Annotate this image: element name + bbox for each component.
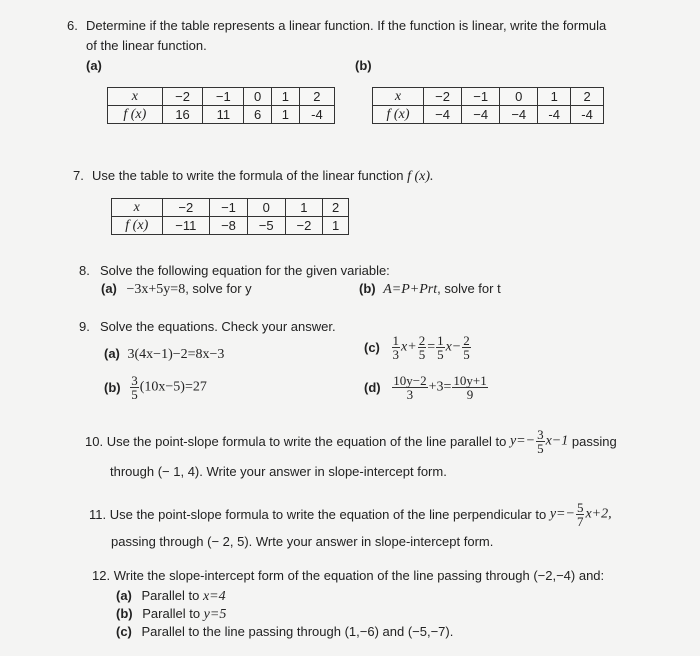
- frac-numerator: 2: [418, 333, 426, 348]
- frac-numerator: 5: [576, 500, 584, 515]
- q9-b-fraction: [130, 374, 139, 401]
- table-cell: x: [108, 88, 163, 106]
- frac-numerator: 3: [131, 373, 138, 388]
- q9-part-c: [364, 334, 472, 361]
- q8-b-equation: A=P+Prt: [383, 282, 438, 297]
- table-cell: 2: [299, 88, 334, 106]
- table-cell: 16: [162, 106, 203, 124]
- frac-denominator: 3: [392, 347, 400, 362]
- q11-line1: [89, 501, 612, 528]
- table-cell: −5: [247, 217, 285, 235]
- table-cell: 1: [272, 106, 300, 124]
- q8-number: 8.: [79, 263, 90, 278]
- frac-denominator: 5: [131, 387, 138, 402]
- q8-text: Solve the following equation for the given variable:: [100, 263, 390, 278]
- q12-part-b: [116, 606, 226, 623]
- q8-a-label: (a): [101, 281, 117, 296]
- q9-c-frac3: [436, 334, 445, 361]
- q12-a-text: Parallel to: [141, 588, 200, 603]
- table-cell: −11: [162, 217, 210, 235]
- q6-table-a: [107, 87, 335, 124]
- q10-number: 10.: [85, 434, 104, 449]
- frac-numerator: 10y+1: [453, 373, 487, 388]
- q6-number: 6.: [67, 18, 78, 33]
- q6-table-b: [372, 87, 604, 124]
- frac-numerator: 10y−2: [393, 373, 427, 388]
- q11-eq-post: x+2,: [585, 506, 612, 522]
- table-cell: −8: [210, 217, 248, 235]
- q6-text-line1: Determine if the table represents a linear function. If the function is linear, write the formula: [86, 18, 607, 33]
- q10-eq-pre: y=−: [509, 433, 536, 449]
- table-cell: 1: [538, 88, 571, 106]
- frac-numerator: 1: [437, 333, 444, 348]
- q6-label-b: (b): [355, 58, 372, 73]
- table-row: [108, 106, 335, 124]
- q10-eq-post: x−1: [545, 433, 569, 449]
- table-cell: 1: [285, 199, 323, 217]
- frac-numerator: 2: [463, 333, 470, 348]
- q12-c-text: Parallel to the line passing through (1,−6) and (−5,−7).: [141, 624, 454, 639]
- table-row: [373, 88, 604, 106]
- table-cell: −1: [203, 88, 244, 106]
- frac-denominator: 5: [463, 347, 470, 362]
- q6-label-a: (a): [86, 58, 102, 73]
- table-cell: 2: [571, 88, 604, 106]
- frac-denominator: 5: [537, 441, 544, 456]
- table-row: [108, 88, 335, 106]
- table-cell: 0: [500, 88, 538, 106]
- q9-c-frac4: [462, 334, 471, 361]
- q9-c-frac1: [392, 334, 401, 361]
- q9-text: Solve the equations. Check your answer.: [100, 319, 336, 334]
- q11-number: 11.: [89, 507, 107, 522]
- table-cell: −2: [285, 217, 323, 235]
- table-cell: −4: [462, 106, 500, 124]
- q12-b-text: Parallel to: [142, 606, 201, 621]
- q9-a-label: (a): [104, 346, 120, 361]
- q11-line2: passing through (− 2, 5). Wrte your answer in slope-intercept form.: [111, 534, 494, 549]
- table-cell: −2: [424, 88, 462, 106]
- q9-b-rest: (10x−5)=27: [139, 379, 207, 395]
- q9-b-label: (b): [104, 380, 121, 395]
- q12-a-equation: x=4: [202, 589, 226, 604]
- q11-eq-pre: y=−: [549, 506, 575, 522]
- q11-fraction: [576, 501, 585, 528]
- q12-number: 12.: [92, 568, 111, 583]
- q12-c-label: (c): [116, 624, 132, 639]
- q10-tail: passing: [571, 434, 617, 449]
- q6-text-line2: of the linear function.: [86, 38, 207, 53]
- q9-a-equation: 3(4x−1)−2=8x−3: [127, 347, 225, 362]
- frac-numerator: 1: [392, 333, 400, 348]
- q9-d-label: (d): [364, 380, 381, 395]
- table-cell: x: [373, 88, 424, 106]
- q7-table: [111, 198, 349, 235]
- frac-denominator: 3: [406, 387, 414, 402]
- table-row: [373, 106, 604, 124]
- table-cell: f (x): [112, 217, 163, 235]
- table-cell: f (x): [108, 106, 163, 124]
- q12-a-label: (a): [116, 588, 132, 603]
- q10-text: Use the point-slope formula to write the equation of the line parallel to: [106, 434, 507, 449]
- q12-b-label: (b): [116, 606, 133, 621]
- table-row: [112, 217, 349, 235]
- q11-text: Use the point-slope formula to write the equation of the line perpendicular to: [109, 507, 547, 522]
- q8-b-tail: , solve for t: [437, 281, 501, 296]
- table-cell: 1: [272, 88, 300, 106]
- q12-part-c: [116, 624, 453, 639]
- table-cell: −1: [210, 199, 248, 217]
- table-cell: f (x): [373, 106, 424, 124]
- q10-line1: [85, 428, 617, 455]
- table-cell: −1: [462, 88, 500, 106]
- q9-part-d: [364, 374, 489, 401]
- frac-denominator: 9: [466, 387, 474, 402]
- q10-line2: through (− 1, 4). Write your answer in slope-intercept form.: [110, 464, 447, 479]
- q7-fx: f (x).: [407, 169, 434, 184]
- q9-c-frac2: [418, 334, 427, 361]
- q10-fraction: [536, 428, 545, 455]
- table-cell: x: [112, 199, 163, 217]
- table-cell: -4: [571, 106, 604, 124]
- q9-c-term1: x+: [401, 339, 417, 355]
- q7-text: [92, 168, 434, 185]
- q12-b-equation: y=5: [203, 607, 227, 622]
- table-cell: 0: [247, 199, 285, 217]
- table-cell: −2: [162, 88, 203, 106]
- q12-part-a: [116, 588, 226, 605]
- q8-a-equation: −3x+5y=8: [126, 282, 186, 297]
- frac-numerator: 3: [537, 427, 544, 442]
- table-cell: −4: [500, 106, 538, 124]
- frac-denominator: 5: [437, 347, 444, 362]
- q9-d-mid: +3=: [428, 379, 452, 395]
- q9-part-b: [104, 374, 207, 401]
- q9-c-label: (c): [364, 340, 380, 355]
- table-cell: 6: [244, 106, 272, 124]
- q8-a-tail: , solve for y: [185, 281, 252, 296]
- table-cell: 11: [203, 106, 244, 124]
- frac-denominator: 5: [418, 347, 426, 362]
- q9-c-term2: =: [427, 339, 436, 355]
- table-cell: 2: [323, 199, 349, 217]
- q8-part-a: [101, 281, 252, 298]
- table-cell: -4: [299, 106, 334, 124]
- q12-line1: [92, 568, 604, 583]
- q9-number: 9.: [79, 319, 90, 334]
- frac-denominator: 7: [576, 514, 584, 529]
- table-row: [112, 199, 349, 217]
- q7-text-body: Use the table to write the formula of the linear function: [92, 168, 404, 183]
- q12-text: Write the slope-intercept form of the equation of the line passing through (−2,−4) and:: [113, 568, 605, 583]
- q9-part-a: [104, 346, 224, 363]
- q9-c-term3: x−: [445, 339, 462, 355]
- table-cell: −4: [424, 106, 462, 124]
- q8-part-b: [359, 281, 501, 298]
- table-cell: 0: [244, 88, 272, 106]
- table-cell: -4: [538, 106, 571, 124]
- q7-number: 7.: [73, 168, 84, 183]
- q9-d-frac2: [452, 374, 487, 401]
- table-cell: 1: [323, 217, 349, 235]
- q9-d-frac1: [392, 374, 427, 401]
- table-cell: −2: [162, 199, 210, 217]
- q8-b-label: (b): [359, 281, 376, 296]
